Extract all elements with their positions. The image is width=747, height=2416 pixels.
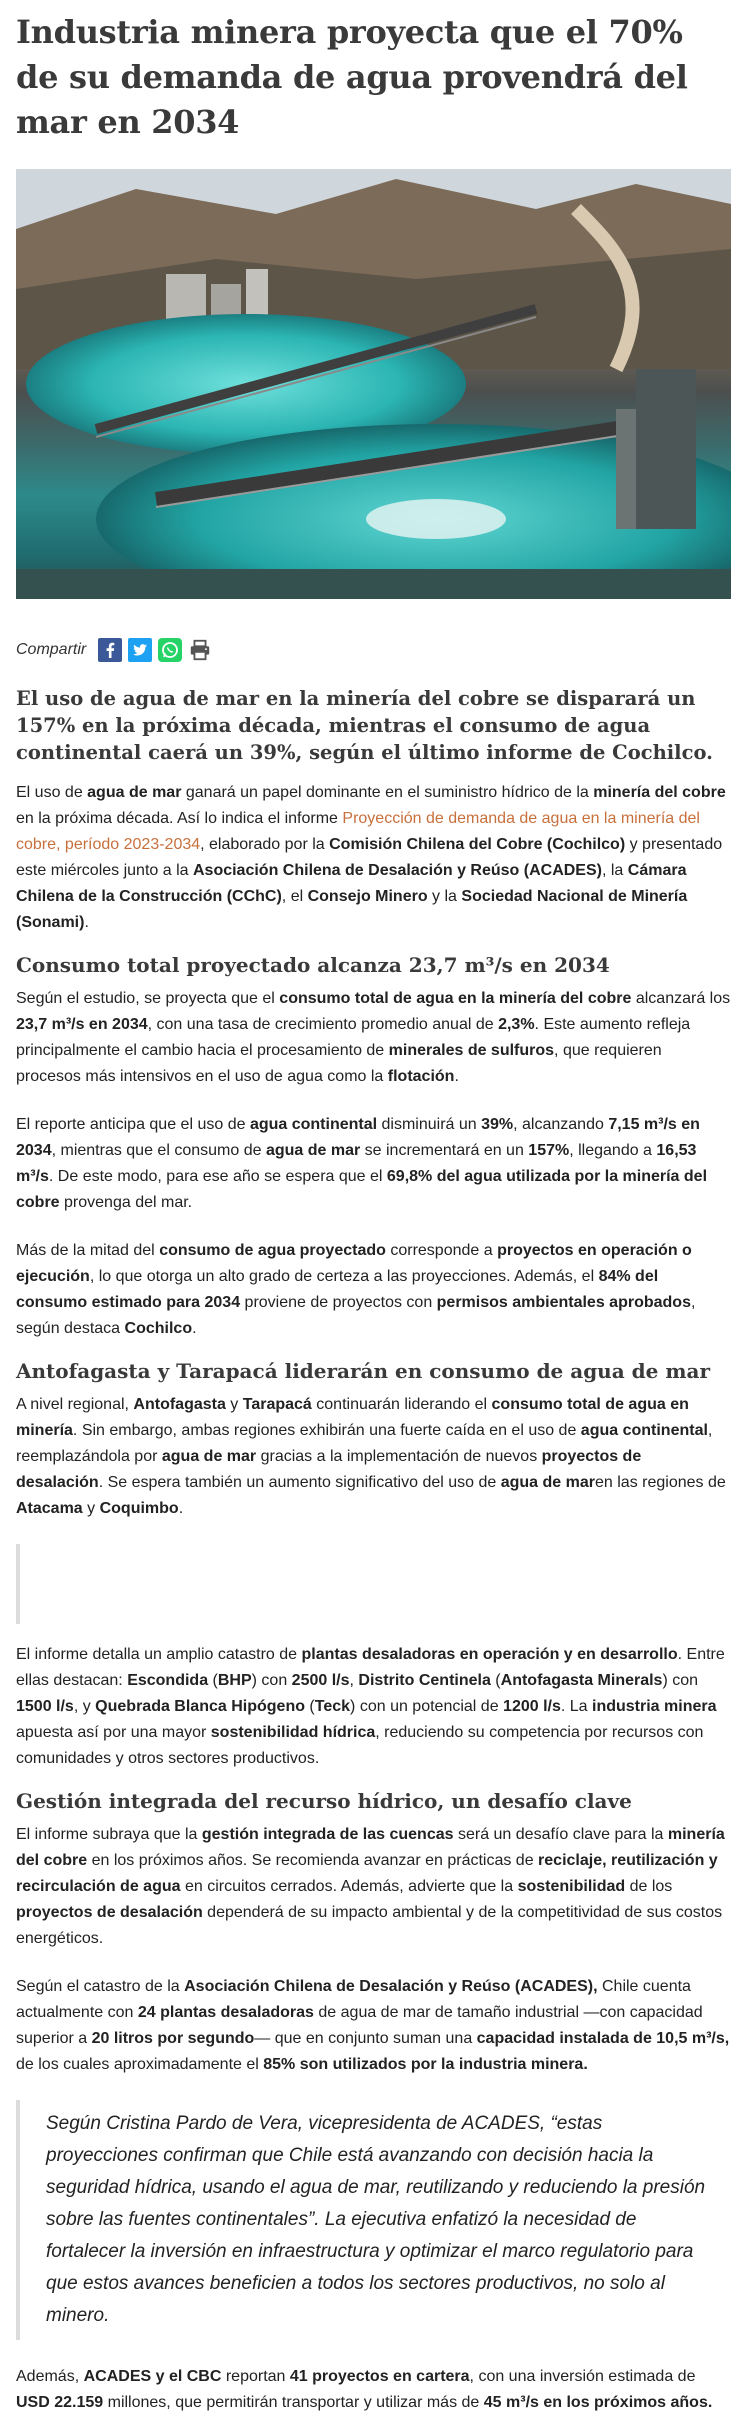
hero-image (16, 169, 731, 599)
paragraph-7: El informe subraya que la gestión integrada de las cuencas será un desafío clave para la minería del cobre en los próximos años. Se recomienda avanzar en prácticas de reciclaje, reutilización y recirculación de agua en circuitos cerrados. Además, advierte que la sostenibilidad de los proyectos de desalación dependerá de su impacto ambiental y de la competitividad de sus costos energéticos. (16, 1826, 725, 1947)
paragraph-2: Según el estudio, se proyecta que el consumo total de agua en la minería del cobre alcanzará los 23,7 m³/s en 2034, con una tasa de crecimiento promedio anual de 2,3%. Este aumento refleja principalmente el cambio hacia el procesamiento de minerales de sulfuros, que requieren procesos más intensivos en el uso de agua como la flotación. (16, 990, 731, 1085)
twitter-icon[interactable] (128, 638, 152, 662)
paragraph-4: Más de la mitad del consumo de agua proyectado corresponde a proyectos en operación o ejecución, lo que otorga un alto grado de certeza a las proyecciones. Además, el 84% del consumo estimado para 2034 proviene de proyectos con permisos ambientales aprobados, según destaca Cochilco. (16, 1242, 696, 1337)
whatsapp-icon[interactable] (158, 638, 182, 662)
paragraph-3: El reporte anticipa que el uso de agua continental disminuirá un 39%, alcanzando 7,15 m³/s en 2034, mientras que el consumo de agua de mar se incrementará en un 157%, llegando a 16,53 m³/s. De este modo, para ese año se espera que el 69,8% del agua utilizada por la minería del cobre provenga del mar. (16, 1116, 708, 1211)
subheading-gestion-integrada: Gestión integrada del recurso hídrico, un desafío clave (16, 1789, 632, 1813)
paragraph-6: El informe detalla un amplio catastro de plantas desaladoras en operación y en desarrollo. Entre ellas destacan: Escondida (BHP) con 2500 l/s, Distrito Centinela (Antofagasta Minerals) con 1500 l/s, y Quebrada Blanca Hipógeno (Teck) con un potencial de 1200 l/s. La industria minera apuesta así por una mayor sostenibilidad hídrica, reduciendo su competencia por recursos con comunidades y otros sectores productivos. (16, 1646, 725, 1767)
embedded-content-placeholder (16, 1544, 731, 1624)
subheading-antofagasta-tarapaca: Antofagasta y Tarapacá liderarán en consumo de agua de mar (16, 1359, 710, 1383)
article-lead: El uso de agua de mar en la minería del cobre se disparará un 157% en la próxima década, mientras el consumo de agua continental caerá un 39%, según el último informe de Cochilco. (16, 687, 713, 764)
subheading-consumo-total: Consumo total proyectado alcanza 23,7 m³/s en 2034 (16, 953, 610, 977)
paragraph-8: Según el catastro de la Asociación Chilena de Desalación y Reúso (ACADES), Chile cuenta actualmente con 24 plantas desaladoras de agua de mar de tamaño industrial —con capacidad superior a 20 litros por segundo— que en conjunto suman una capacidad instalada de 10,5 m³/s, de los cuales aproximadamente el 85% son utilizados por la industria minera. (16, 1978, 730, 2073)
facebook-icon[interactable] (98, 638, 122, 662)
print-icon[interactable] (188, 638, 212, 662)
share-bar (16, 635, 731, 665)
mining-plant-image (16, 169, 731, 599)
report-link[interactable]: Proyección de demanda de agua en la minería del cobre, período 2023-2034 (16, 810, 700, 853)
paragraph-9: Además, ACADES y el CBC reportan 41 proyectos en cartera, con una inversión estimada de USD 22.159 millones, que permitirán transportar y utilizar más de 45 m³/s en los próximos años. (16, 2368, 713, 2411)
share-label: Compartir (16, 641, 87, 658)
paragraph-1: El uso de agua de mar ganará un papel dominante en el suministro hídrico de la minería del cobre en la próxima década. Así lo indica el informe Proyección de demanda de agua en la minería del cobre, período 2023-2034, elaborado por la Comisión Chilena del Cobre (Cochilco) y presentado este miércoles junto a la Asociación Chilena de Desalación y Reúso (ACADES), la Cámara Chilena de la Construcción (CChC), el Consejo Minero y la Sociedad Nacional de Minería (Sonami). (16, 784, 726, 931)
paragraph-5: A nivel regional, Antofagasta y Tarapacá continuarán liderando el consumo total de agua en minería. Sin embargo, ambas regiones exhibirán una fuerte caída en el uso de agua continental, reemplazándola por agua de mar gracias a la implementación de nuevos proyectos de desalación. Se espera también un aumento significativo del uso de agua de maren las regiones de Atacama y Coquimbo. (16, 1396, 726, 1517)
article-title: Industria minera proyecta que el 70% de su demanda de agua provendrá del mar en 2034 (16, 13, 688, 141)
pull-quote: Según Cristina Pardo de Vera, vicepresidenta de ACADES, “estas proyecciones confirman que Chile está avanzando con decisión hacia la seguridad hídrica, usando el agua de mar, reutilizando y reduciendo la presión sobre las fuentes continentales”. La ejecutiva enfatizó la necesidad de fortalecer la inversión en infraestructura y optimizar el marco regulatorio para que estos avances beneficien a todos los sectores productivos, no solo al minero. (16, 2100, 731, 2340)
